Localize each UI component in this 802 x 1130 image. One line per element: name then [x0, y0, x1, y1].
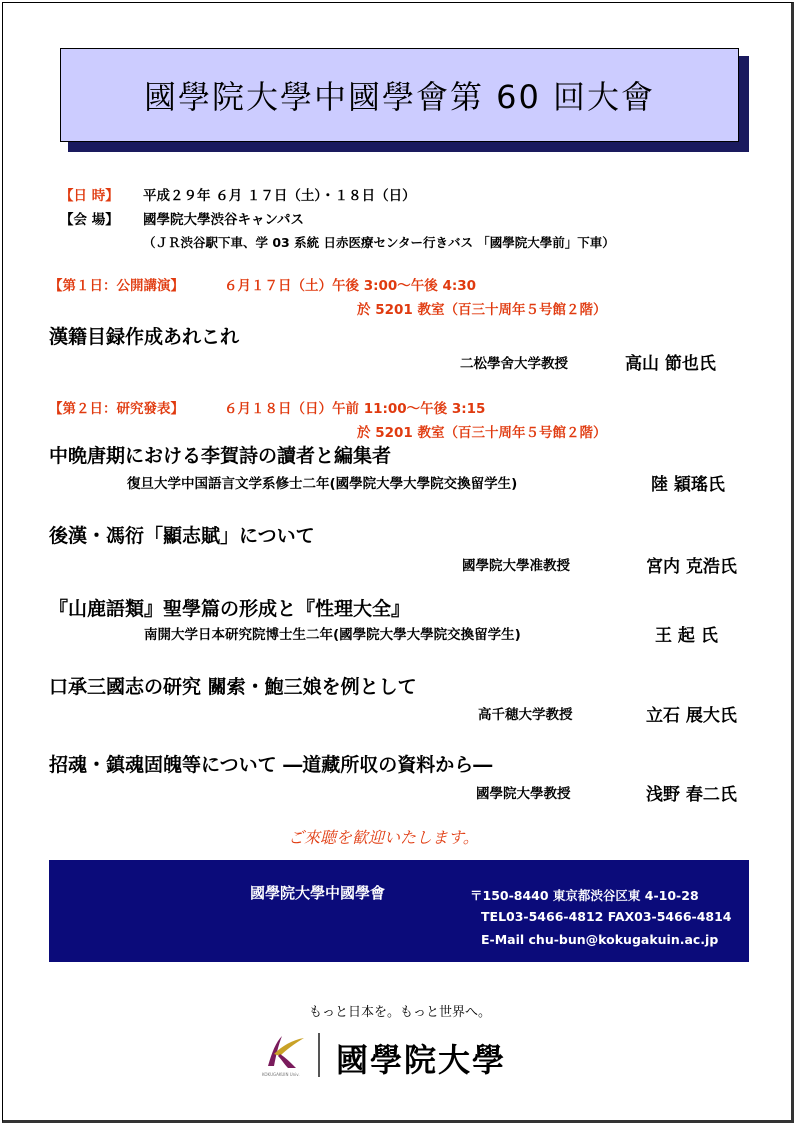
- talk-title: 口承三國志の研究 關索・鮑三娘を例として: [49, 676, 417, 698]
- speaker-name: 高山 節也氏: [625, 354, 716, 374]
- talk-title: 後漢・馮衍「顯志賦」について: [49, 525, 315, 547]
- venue-value: 國學院大學渋谷キャンパス: [143, 212, 305, 228]
- university-name: 國學院大學: [336, 1041, 507, 1079]
- speaker-affiliation: 高千穂大学教授: [478, 707, 573, 723]
- speaker-name: 王 起 氏: [655, 626, 718, 646]
- contact-footer: [49, 860, 749, 962]
- day1-label: 【第１日：公開講演】: [49, 278, 184, 294]
- talk-title: 『山鹿語類』聖學篇の形成と『性理大全』: [49, 598, 411, 620]
- university-logo: [262, 1032, 307, 1080]
- date-label: 【日 時】: [60, 188, 119, 204]
- address: 〒150-8440 東京都渋谷区東 4-10-28: [470, 888, 699, 903]
- talk-title: 招魂・鎮魂固魄等について ―道藏所収の資料から―: [49, 754, 493, 776]
- day1-time: ６月１７日（土）午後 3:00～午後 4:30: [224, 278, 477, 294]
- phone-fax: TEL03-5466-4812 FAX03-5466-4814: [481, 909, 732, 924]
- title-box: [60, 48, 739, 142]
- slogan: もっと日本を。もっと世界へ。: [309, 1005, 492, 1020]
- org-name: 國學院大學中國學會: [250, 884, 386, 902]
- logo-divider: [318, 1033, 320, 1077]
- day2-time: ６月１８日（日）午前 11:00～午後 3:15: [224, 401, 486, 417]
- welcome-message: ご來聴を歓迎いたします。: [288, 828, 479, 847]
- day2-room: 於 5201 教室（百三十周年５号館２階）: [357, 425, 607, 441]
- speaker-name: 浅野 春二氏: [646, 785, 737, 805]
- day2-label: 【第２日：研究發表】: [49, 401, 184, 417]
- email: E-Mail chu-bun@kokugakuin.ac.jp: [481, 932, 719, 947]
- speaker-affiliation: 國學院大學教授: [476, 786, 571, 802]
- speaker-affiliation: 南開大学日本研究院博士生二年(國學院大學大學院交換留学生): [144, 627, 521, 643]
- logo-subtext: KOKUGAKUIN Univ.: [262, 1072, 300, 1077]
- speaker-affiliation: 國學院大學准教授: [462, 558, 570, 574]
- logo-mark-icon: [262, 1032, 307, 1072]
- venue-label: 【会 場】: [60, 212, 119, 228]
- day1-room: 於 5201 教室（百三十周年５号館２階）: [357, 302, 607, 318]
- talk-title: 漢籍目録作成あれこれ: [49, 326, 240, 348]
- date-value: 平成２９年 ６月 １７日（土）・１８日（日）: [143, 188, 416, 204]
- speaker-name: 宮内 克浩氏: [646, 557, 737, 577]
- speaker-affiliation: 二松學舍大学教授: [460, 356, 568, 372]
- speaker-affiliation: 復旦大学中国語言文学系修士二年(國學院大學大學院交換留学生): [127, 476, 518, 492]
- speaker-name: 陸 穎瑤氏: [651, 475, 725, 495]
- talk-title: 中晩唐期における李賀詩の讀者と編集者: [49, 445, 392, 467]
- speaker-name: 立石 展大氏: [646, 706, 737, 726]
- access-info: （ＪＲ渋谷駅下車、学 03 系統 日赤医療センター行きバス 「國學院大學前」下車）: [143, 235, 615, 250]
- page-title: 國學院大學中國學會第 60 回大會: [143, 78, 656, 116]
